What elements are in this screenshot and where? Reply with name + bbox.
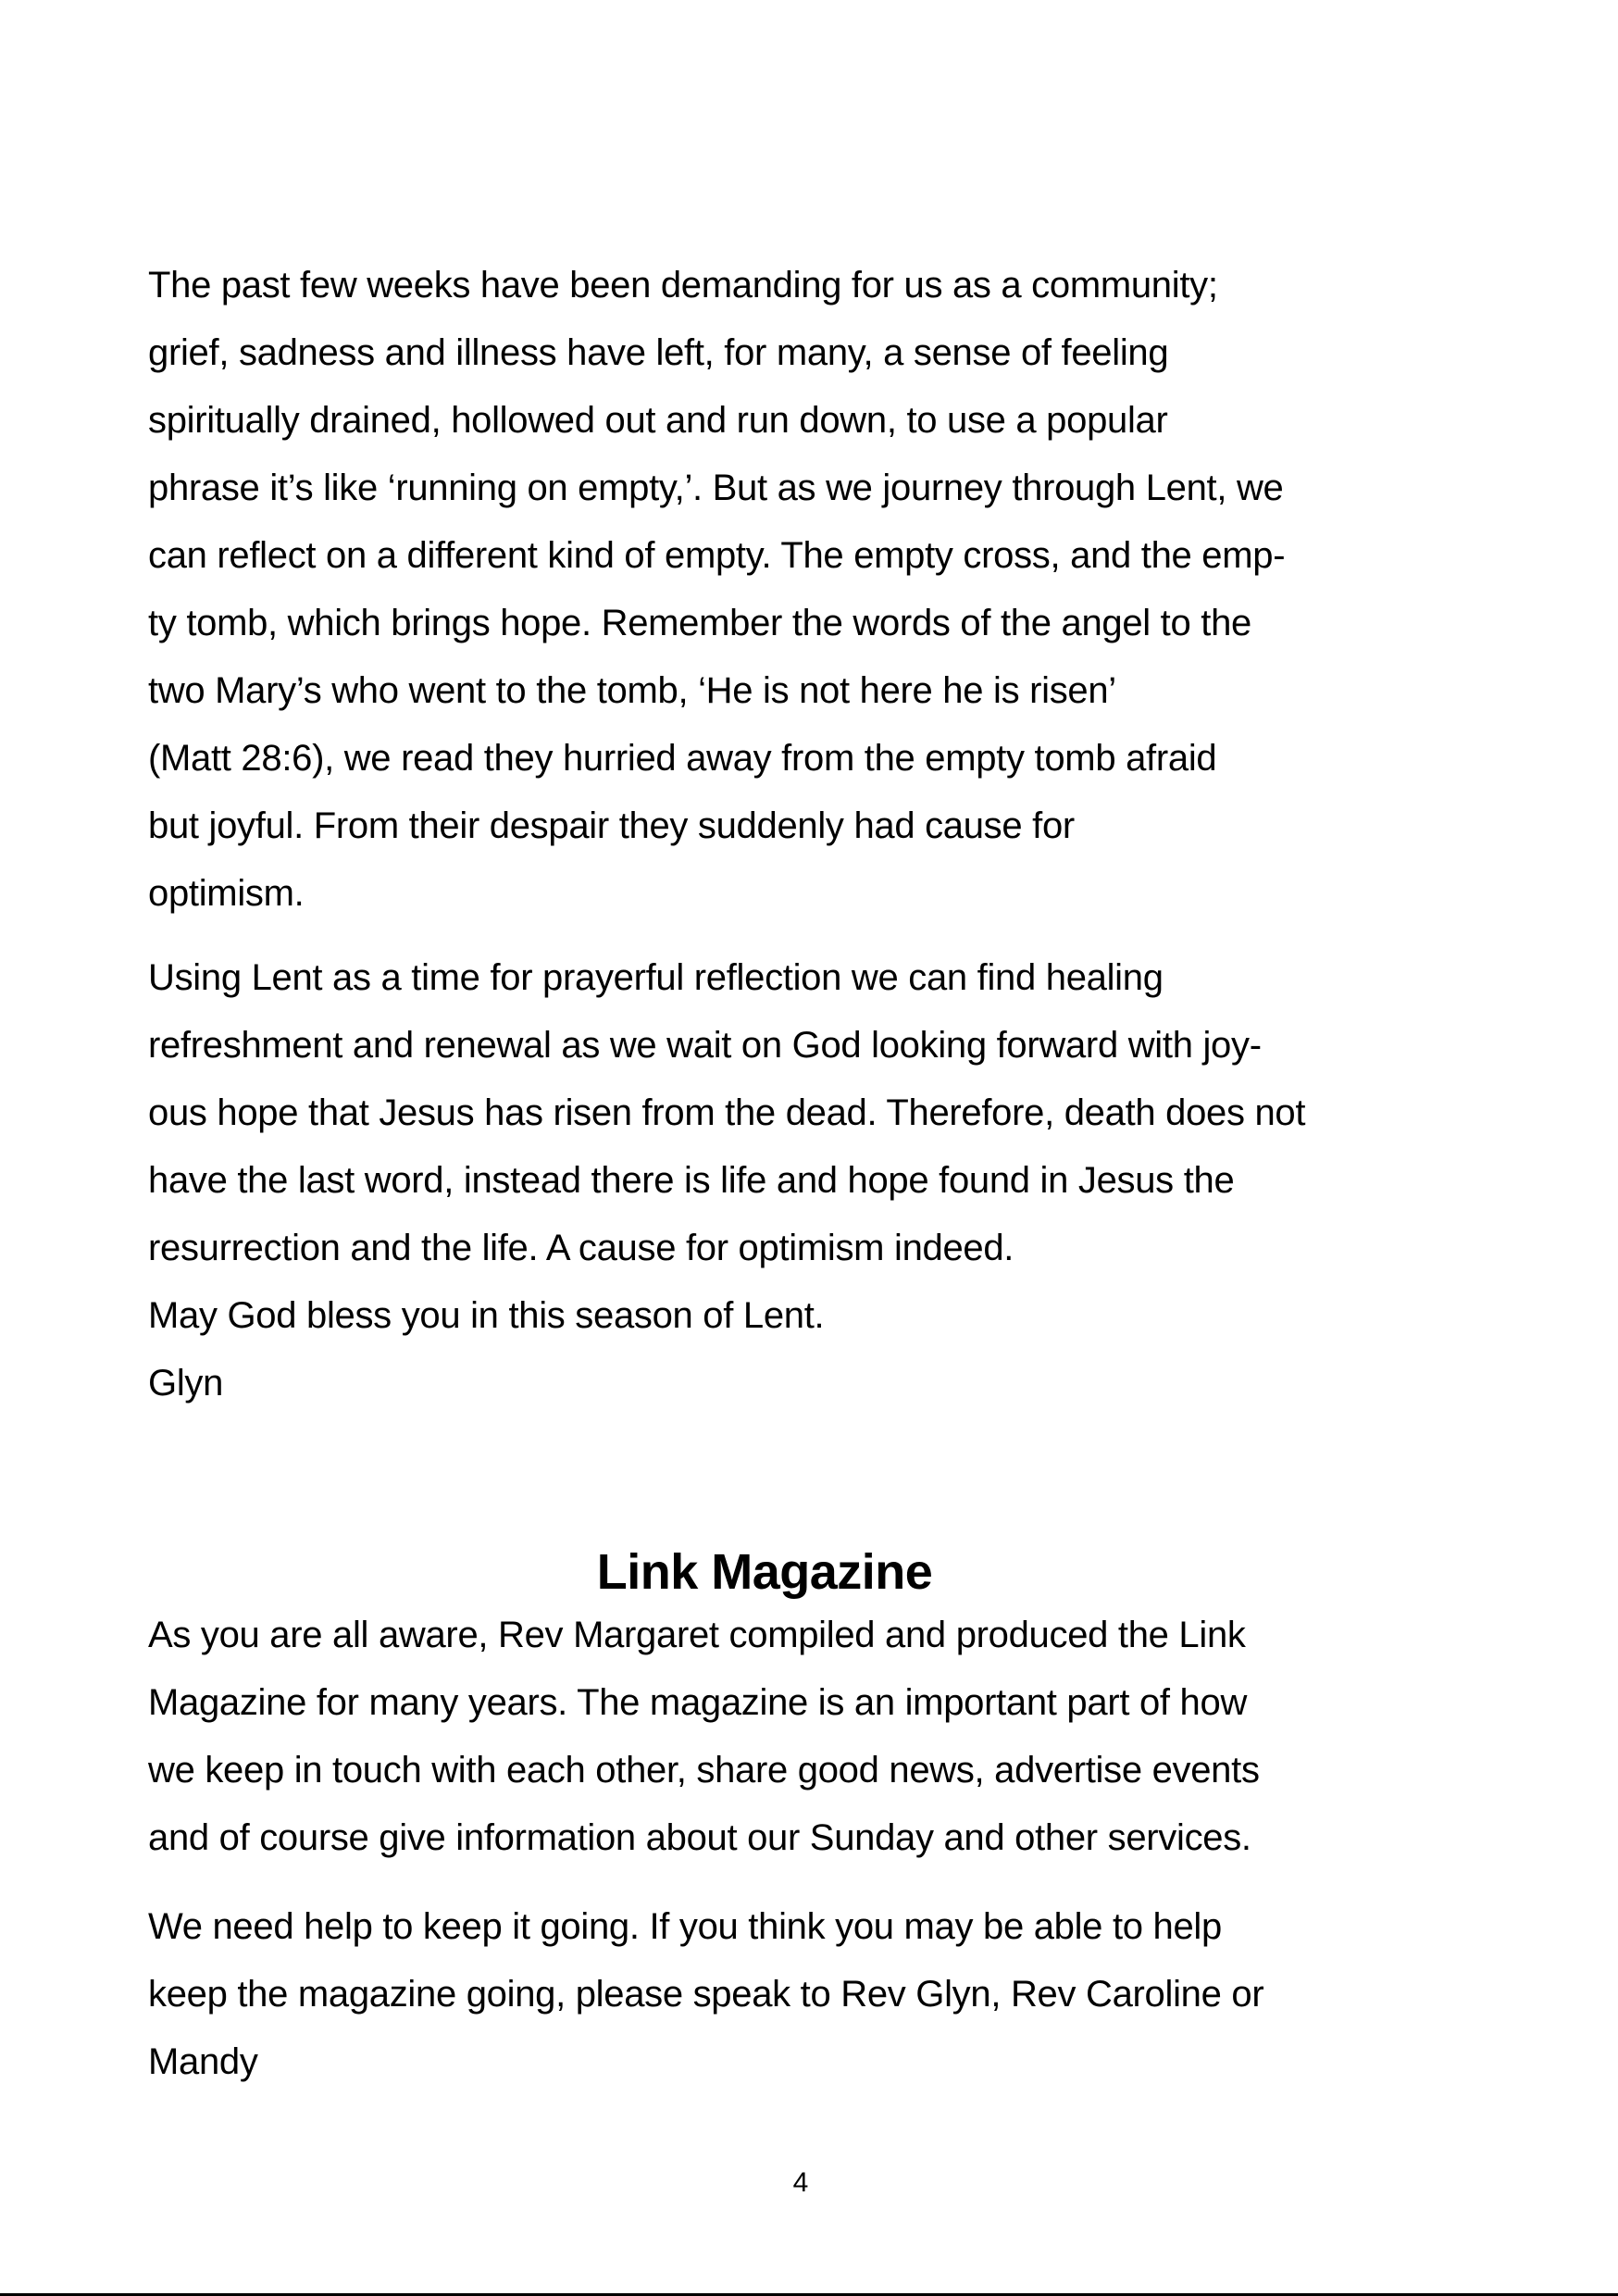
paragraph-line: resurrection and the life. A cause for optimism indeed. xyxy=(148,1228,1014,1268)
signature: Glyn xyxy=(148,1363,224,1404)
paragraph-line: and of course give information about our Sunday and other services. xyxy=(148,1817,1251,1858)
link-magazine-paragraph-2 xyxy=(148,1893,1509,2096)
paragraph-line: We need help to keep it going. If you think you may be able to help xyxy=(148,1906,1222,1947)
paragraph-line: can reflect on a different kind of empty. The empty cross, and the emp- xyxy=(148,535,1286,576)
section-heading: Link Magazine xyxy=(596,1543,933,1600)
paragraph-line: phrase it’s like ‘running on empty,’. But as we journey through Lent, we xyxy=(148,468,1284,508)
paragraph-line: Using Lent as a time for prayerful reflection we can find healing xyxy=(148,957,1164,998)
paragraph-line: grief, sadness and illness have left, for many, a sense of feeling xyxy=(148,332,1169,373)
paragraph-line: Magazine for many years. The magazine is an important part of how xyxy=(148,1682,1248,1723)
paragraph-line: As you are all aware, Rev Margaret compiled and produced the Link xyxy=(148,1615,1246,1655)
paragraph-line: Mandy xyxy=(148,2041,258,2082)
blessing-line: May God bless you in this season of Lent. xyxy=(148,1295,825,1336)
page-number: 4 xyxy=(792,2167,809,2198)
paragraph-line: but joyful. From their despair they suddenly had cause for xyxy=(148,805,1075,846)
paragraph-line: two Mary’s who went to the tomb, ‘He is not here he is risen’ xyxy=(148,670,1116,711)
paragraph-line: spiritually drained, hollowed out and run down, to use a popular xyxy=(148,400,1168,441)
paragraph-line: keep the magazine going, please speak to Rev Glyn, Rev Caroline or xyxy=(148,1974,1264,2015)
paragraph-line: refreshment and renewal as we wait on God looking forward with joy- xyxy=(148,1025,1262,1066)
paragraph-line: have the last word, instead there is life and hope found in Jesus the xyxy=(148,1160,1235,1201)
paragraph-line: The past few weeks have been demanding for us as a community; xyxy=(148,265,1218,306)
paragraph-line: ty tomb, which brings hope. Remember the words of the angel to the xyxy=(148,603,1251,643)
paragraph-line: we keep in touch with each other, share good news, advertise events xyxy=(148,1750,1260,1791)
paragraph-line: optimism. xyxy=(148,873,305,914)
lent-reflection-paragraph-1 xyxy=(148,252,1509,928)
lent-reflection-paragraph-2 xyxy=(148,944,1509,1417)
link-magazine-paragraph-1 xyxy=(148,1602,1509,1872)
paragraph-line: ous hope that Jesus has risen from the dead. Therefore, death does not xyxy=(148,1092,1306,1133)
paragraph-line: (Matt 28:6), we read they hurried away from the empty tomb afraid xyxy=(148,738,1217,779)
